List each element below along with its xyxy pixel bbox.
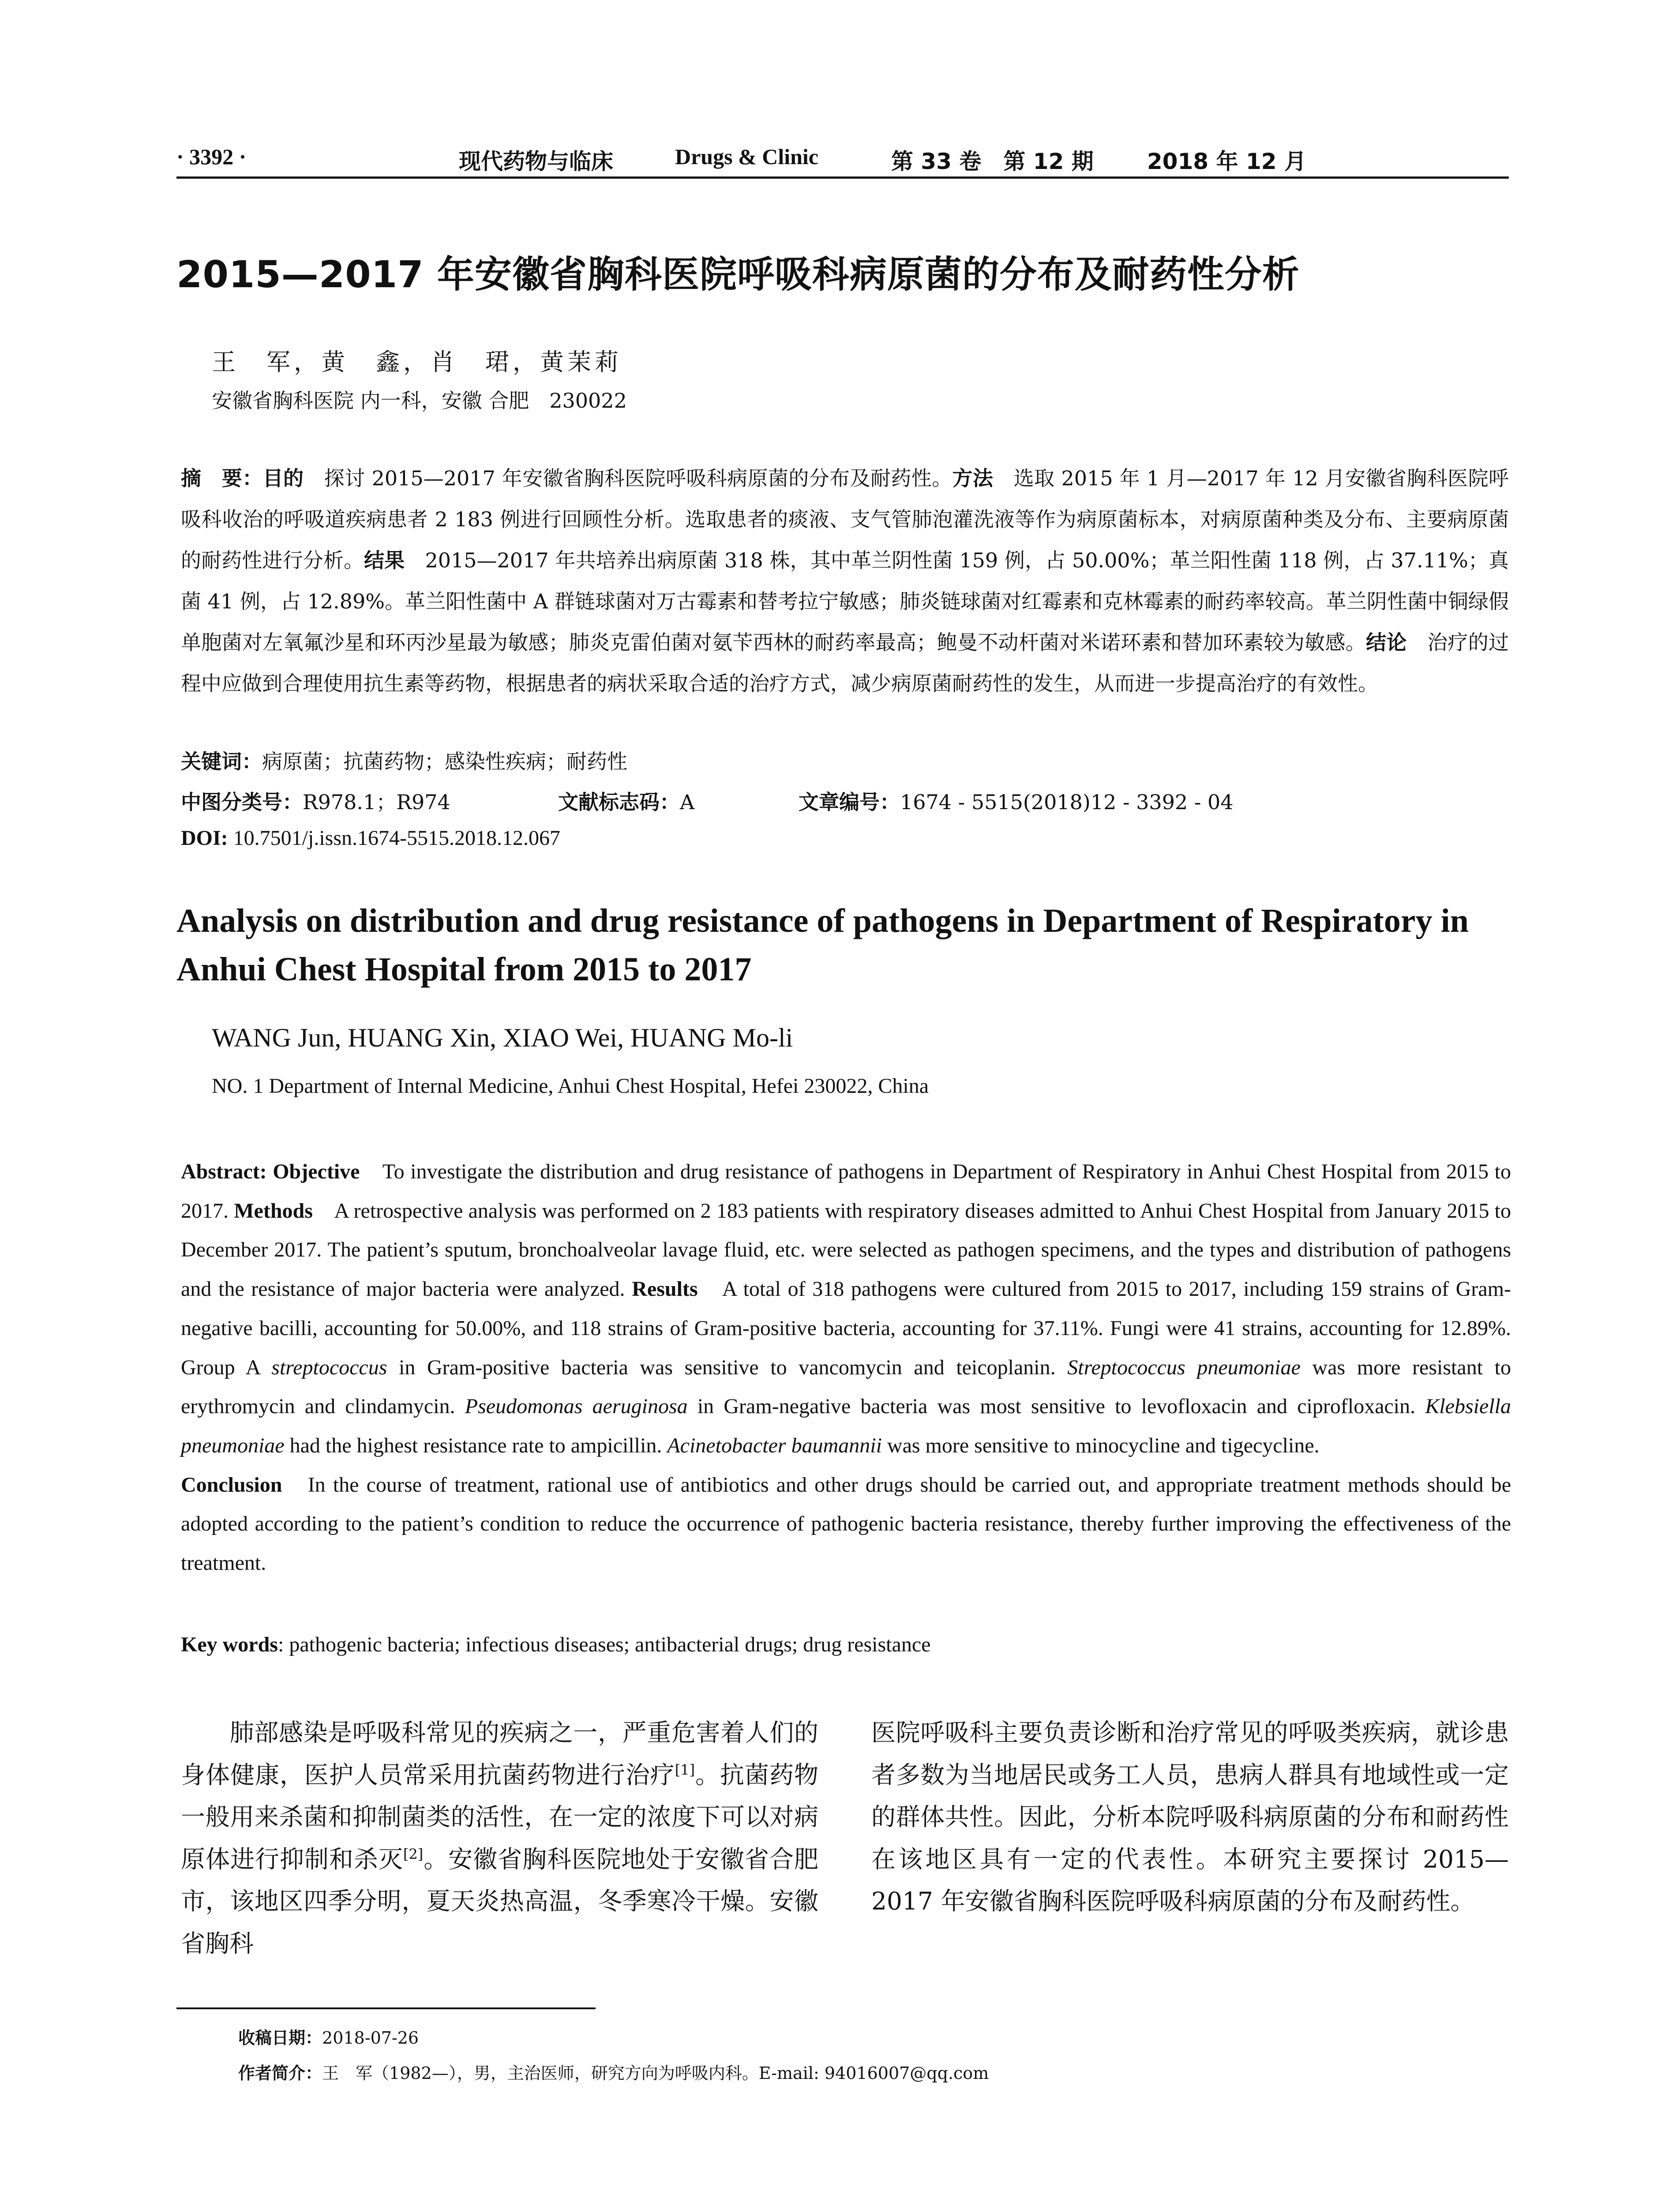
results-label-cn: 结果 [364, 548, 405, 572]
methods-en: A retrospective analysis was performed on 2 183 patients with respiratory diseases admitted to Anhui Chest Hospital from January 2015 to December 2017. The patient’s sputum, bronchoalveolar lavage fluid, etc. were selected as pathogen specimens, and the types and distribution of pathogens and the resistance of major bacteria were analyzed. [181, 1199, 1511, 1301]
body-column-right: 医院呼吸科主要负责诊断和治疗常见的呼吸类疾病，就诊患者多数为当地居民或务工人员，患病人群具有地域性或一定的群体共性。因此，分析本院呼吸科病原菌的分布和耐药性在该地区具有一定的代表性。本研究主要探讨 2015—2017 年安徽省胸科医院呼吸科病原菌的分布及耐药性。 [871, 1718, 1509, 1915]
received-value: 2018-07-26 [322, 2028, 419, 2048]
author-bio-label: 作者简介： [238, 2063, 322, 2083]
authors-cn: 王 军，黄 鑫，肖 珺，黄茉莉 [212, 348, 622, 376]
methods-cn: 选取 2015 年 1 月—2017 年 12 月安徽省胸科医院呼吸科收治的呼吸道疾病患者 2 183 例进行回顾性分析。选取患者的痰液、支气管肺泡灌洗液等作为病原菌标本，对病原菌种类及分布、主要病原菌的耐药性进行分析。 [181, 466, 1509, 572]
keywords-en [181, 1632, 930, 1657]
objective-label-en: Abstract: Objective [181, 1160, 360, 1183]
results-cn: 2015—2017 年共培养出病原菌 318 株，其中革兰阴性菌 159 例，占 50.00%；革兰阳性菌 118 例，占 37.11%；真菌 41 例，占 12.89%。革兰阳性菌中 A 群链球菌对万古霉素和替考拉宁敏感；肺炎链球菌对红霉素和克林霉素的耐药率较高。革兰阴性菌中铜绿假单胞菌对左氧氟沙星和环丙沙星最为敏感；肺炎克雷伯菌对氨苄西林的耐药率最高；鲍曼不动杆菌对米诺环素和替加环素较为敏感。 [181, 548, 1509, 654]
methods-label-en: Methods [234, 1199, 313, 1223]
doi-label: DOI: [181, 826, 228, 850]
results-en-5: had the highest resistance rate to ampicillin. [284, 1433, 668, 1457]
doi-value[interactable]: 10.7501/j.issn.1674-5515.2018.12.067 [233, 826, 561, 850]
running-header [176, 140, 1509, 175]
body-text-2: 。抗菌药物一般用来杀菌和抑制菌类的活性，在一定的浓度下可以对病原体进行抑制和杀灭 [181, 1760, 818, 1873]
body-text-3: 。安徽省胸科医院地处于安徽省合肥市，该地区四季分明，夏天炎热高温，冬季寒冷干燥。安徽省胸科 [181, 1845, 818, 1958]
conclusion-en: In the course of treatment, rational use of antibiotics and other drugs should be carried out, and appropriate treatment methods should be adopted according to the patient’s condition to reduce the occurrence of pathogenic bacteria resistance, thereby further improving the effectiveness of the treatment. [181, 1473, 1511, 1575]
objective-cn: 探讨 2015—2017 年安徽省胸科医院呼吸科病原菌的分布及耐药性。 [304, 466, 952, 490]
results-label-en: Results [632, 1277, 698, 1301]
methods-label-cn: 方法 [952, 466, 994, 490]
citation-2[interactable]: [2] [403, 1846, 424, 1863]
species-a-baumannii: Acinetobacter baumannii [667, 1433, 882, 1457]
clc-value: R978.1；R974 [303, 790, 450, 814]
conclusion-label-cn: 结论 [1366, 630, 1407, 654]
results-en-1: A total of 318 pathogens were cultured from 2015 to 2017, including 159 strains of Gram-negative bacilli, accounting for 50.00%, and 118 strains of Gram-positive bacteria, accounting for 37.11%. Fungi were 41 strains, accounting for 12.89%. Group A [181, 1277, 1511, 1379]
doi-line [181, 826, 560, 850]
results-en-2: in Gram-positive bacteria was sensitive to vancomycin and teicoplanin. [387, 1355, 1068, 1379]
volume-issue: 第 33 卷 第 12 期 [891, 149, 1094, 174]
title-en: Analysis on distribution and drug resistance of pathogens in Department of Respiratory in Anhui Chest Hospital from 2015 to 2017 [176, 902, 1469, 988]
author-bio [238, 2060, 989, 2084]
journal-name-en: Drugs & Clinic [675, 144, 818, 169]
article-number-value: 1674 - 5515(2018)12 - 3392 - 04 [900, 790, 1234, 814]
keywords-text-cn: 病原菌；抗菌药物；感染性疾病；耐药性 [262, 750, 627, 773]
header-rule [176, 176, 1509, 179]
abstract-label-cn: 摘 要： [181, 466, 263, 490]
conclusion-label-en: Conclusion [181, 1473, 282, 1497]
journal-name-cn: 现代药物与临床 [459, 149, 613, 174]
abstract-cn [181, 458, 1509, 704]
keywords-label-en: Key words [181, 1633, 278, 1656]
article-number [799, 786, 1234, 815]
citation-1[interactable]: [1] [675, 1761, 695, 1778]
objective-en: To investigate the distribution and drug resistance of pathogens in Department of Respiratory in Anhui Chest Hospital from 2015 to 2017. [181, 1160, 1511, 1223]
clc-label: 中图分类号： [181, 790, 303, 814]
conclusion-cn: 治疗的过程中应做到合理使用抗生素等药物，根据患者的病状采取合适的治疗方式，减少病原菌耐药性的发生，从而进一步提高治疗的有效性。 [181, 630, 1509, 695]
page-number: · 3392 · [176, 144, 247, 169]
species-p-aeruginosa: Pseudomonas aeruginosa [465, 1395, 688, 1418]
keywords-text-en: : pathogenic bacteria; infectious diseases; antibacterial drugs; drug resistance [278, 1633, 931, 1656]
received-date [238, 2024, 419, 2048]
results-en-4: in Gram-negative bacteria was most sensitive to levofloxacin and ciprofloxacin. [687, 1395, 1425, 1418]
keywords-cn [181, 746, 627, 775]
footnote-rule [176, 2007, 596, 2009]
article-number-label: 文章编号： [799, 790, 900, 814]
doc-code [558, 786, 694, 815]
results-en-3: was more resistant to erythromycin and clindamycin. [181, 1355, 1511, 1418]
results-en-6: was more sensitive to minocycline and tigecycline. [881, 1433, 1320, 1457]
classification-line [181, 786, 450, 815]
issue-date: 2018 年 12 月 [1147, 149, 1306, 174]
author-bio-text: 王 军（1982—），男，主治医师，研究方向为呼吸内科。E-mail: 94016007@qq.com [322, 2063, 989, 2083]
authors-en: WANG Jun, HUANG Xin, XIAO Wei, HUANG Mo-li [212, 1023, 793, 1052]
species-streptococcus: streptococcus [271, 1355, 387, 1379]
body-text-1: 肺部感染是呼吸科常见的疾病之一，严重危害着人们的身体健康，医护人员常采用抗菌药物进行治疗 [181, 1718, 818, 1789]
doc-code-value: A [680, 790, 695, 814]
body-column-left [181, 1712, 818, 1965]
received-label: 收稿日期： [238, 2028, 322, 2048]
affiliation-en: NO. 1 Department of Internal Medicine, Anhui Chest Hospital, Hefei 230022, China [212, 1074, 929, 1098]
species-k-pneumoniae: Klebsiella pneumoniae [181, 1395, 1511, 1457]
abstract-en [181, 1152, 1511, 1583]
title-cn: 2015—2017 年安徽省胸科医院呼吸科病原菌的分布及耐药性分析 [176, 253, 1300, 296]
affiliation-cn: 安徽省胸科医院 内一科，安徽 合肥 230022 [212, 389, 627, 413]
keywords-label-cn: 关键词： [181, 750, 262, 773]
species-s-pneumoniae: Streptococcus pneumoniae [1067, 1355, 1301, 1379]
doc-code-label: 文献标志码： [558, 790, 680, 814]
objective-label-cn: 目的 [262, 466, 304, 490]
